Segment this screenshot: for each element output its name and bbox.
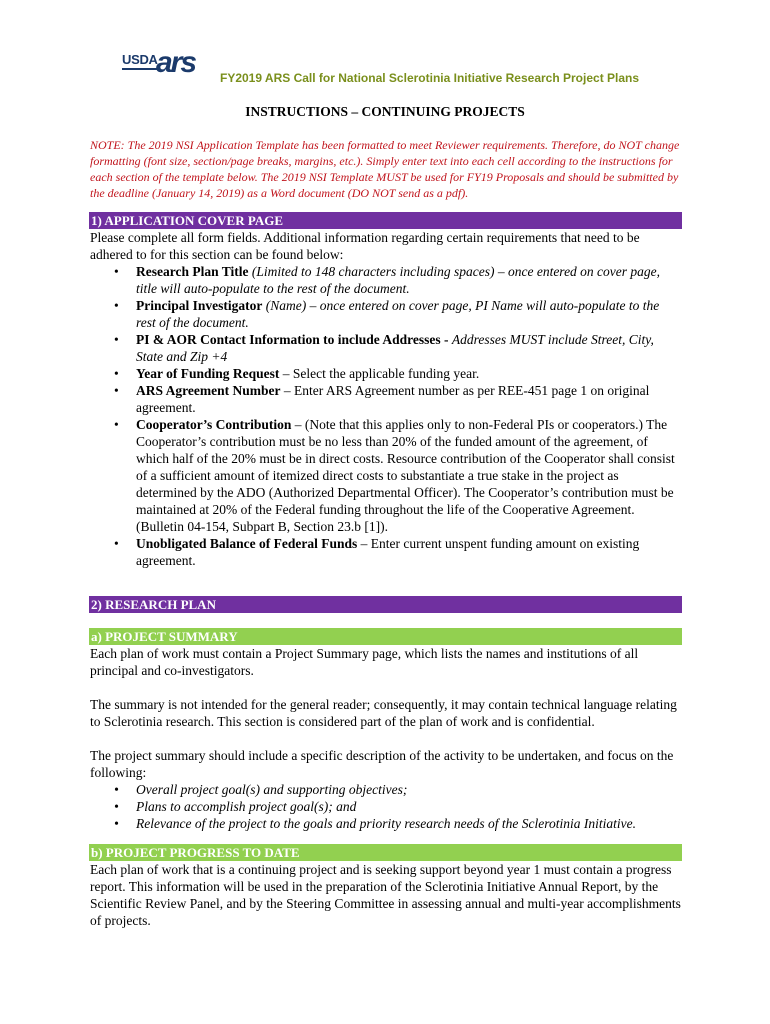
bullet-icon: • <box>114 264 119 279</box>
list-item: • ARS Agreement Number – Enter ARS Agreement number as per REE-451 page 1 on original agreement. <box>114 383 650 415</box>
list-item: • Cooperator’s Contribution – (Note that this applies only to non-Federal PIs or cooperators.) The Cooperator’s contribution must be no less than 20% of the funded amount of the agreement, of which half of the 20% must be in direct costs. Resource contribution of the Cooperator shall consist of a sufficient amount of itemized direct costs to substantiate a true stake in the project as determined by the ADO (Authorized Departmental Officer). The Cooperator’s contribution must be maintained at 20% of the Federal funding throughout the life of the Cooperative Agreement. (Bulletin 04-154, Subpart B, Section 23.b [1]). <box>114 417 675 534</box>
subsection-heading-project-summary: a) PROJECT SUMMARY <box>89 628 682 645</box>
page-header <box>122 46 682 90</box>
section-heading-cover-page: 1) APPLICATION COVER PAGE <box>89 212 682 229</box>
bullet-icon: • <box>114 799 119 814</box>
list-item: • Plans to accomplish project goal(s); and <box>114 799 357 814</box>
subsection-heading-progress-to-date: b) PROJECT PROGRESS TO DATE <box>89 844 682 861</box>
logo-ars-text: ars <box>156 46 196 79</box>
cover-page-intro: Please complete all form fields. Additional information regarding certain requirements that need to be adhered to for this section can be found below: <box>90 230 640 262</box>
bullet-icon: • <box>114 383 119 398</box>
bullet-icon: • <box>114 816 119 831</box>
list-item: • Unobligated Balance of Federal Funds – Enter current unspent funding amount on existing agreement. <box>114 536 640 568</box>
usda-ars-logo <box>122 46 202 82</box>
bullet-icon: • <box>114 298 119 313</box>
section-heading-research-plan: 2) RESEARCH PLAN <box>89 596 682 613</box>
list-item: • PI & AOR Contact Information to include Addresses - Addresses MUST include Street, City, State and Zip +4 <box>114 332 654 364</box>
bullet-icon: • <box>114 417 119 432</box>
progress-to-date-body <box>90 861 682 929</box>
bullet-icon: • <box>114 366 119 381</box>
bullet-icon: • <box>114 332 119 347</box>
project-summary-paragraph-3: The project summary should include a specific description of the activity to be undertaken, and focus on the following: <box>90 748 674 780</box>
progress-to-date-paragraph: Each plan of work that is a continuing project and is seeking support beyond year 1 must contain a progress report. This information will be used in the preparation of the Sclerotinia Initiative Annual Report, by the Scientific Review Panel, and by the Steering Committee in assessing annual and multi-year accomplishments of projects. <box>90 862 681 928</box>
note-paragraph: NOTE: The 2019 NSI Application Template has been formatted to meet Reviewer requirements. Therefore, do NOT change formatting (font size, section/page breaks, margins, etc.). Simply enter text into each cell according to the instructions for each section of the template below. The 2019 NSI Template MUST be used for FY19 Proposals and should be submitted by the deadline (January 14, 2019) as a Word document (DO NOT send as a pdf). <box>90 138 680 200</box>
header-title: FY2019 ARS Call for National Sclerotinia Initiative Research Project Plans <box>220 71 640 85</box>
logo-usda-text: USDA <box>122 52 158 67</box>
section-cover-page-body <box>90 229 682 569</box>
project-summary-list <box>90 781 682 832</box>
list-item: • Research Plan Title (Limited to 148 characters including spaces) – once entered on cover page, title will auto-populate to the rest of the document. <box>114 264 661 296</box>
bullet-icon: • <box>114 782 119 797</box>
logo-underline <box>122 68 159 70</box>
project-summary-paragraph-2: The summary is not intended for the general reader; consequently, it may contain technical language relating to Sclerotinia research. This section is considered part of the plan of work and is confidential. <box>90 697 677 729</box>
document-title: INSTRUCTIONS – CONTINUING PROJECTS <box>245 104 525 119</box>
project-summary-body <box>90 645 682 832</box>
project-summary-paragraph-1: Each plan of work must contain a Project Summary page, which lists the names and institutions of all principal and co-investigators. <box>90 646 639 678</box>
list-item: • Relevance of the project to the goals and priority research needs of the Sclerotinia Initiative. <box>114 816 637 831</box>
cover-page-list <box>90 263 682 569</box>
list-item: • Principal Investigator (Name) – once entered on cover page, PI Name will auto-populate to the rest of the document. <box>114 298 660 330</box>
bullet-icon: • <box>114 536 119 551</box>
list-item: • Year of Funding Request – Select the applicable funding year. <box>114 366 480 381</box>
list-item: • Overall project goal(s) and supporting objectives; <box>114 782 408 797</box>
